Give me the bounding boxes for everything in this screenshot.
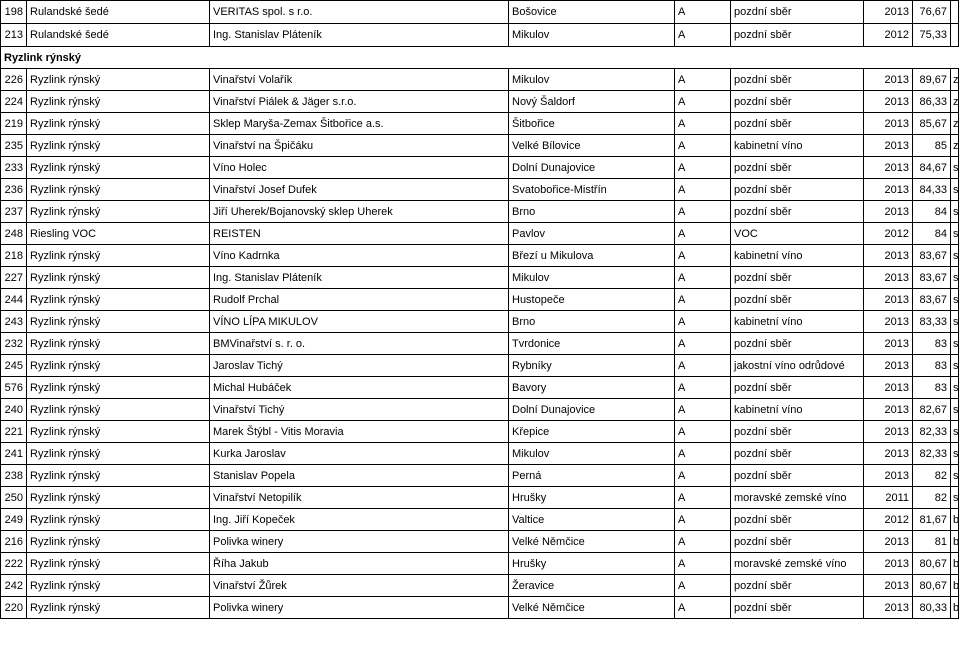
category-cell: A bbox=[675, 24, 731, 47]
score-cell: 83 bbox=[913, 377, 951, 399]
wine-variety-cell: Ryzlink rýnský bbox=[27, 487, 210, 509]
vintage-year-cell: 2013 bbox=[864, 465, 913, 487]
table-row bbox=[1, 311, 959, 333]
table-row bbox=[1, 135, 959, 157]
wine-variety-cell: Ryzlink rýnský bbox=[27, 355, 210, 377]
vintage-year-cell: 2013 bbox=[864, 157, 913, 179]
producer-name-cell: Víno Kadrnka bbox=[210, 245, 509, 267]
wine-attribute-cell: kabinetní víno bbox=[731, 135, 864, 157]
medal-flag-cell: s bbox=[951, 157, 959, 179]
score-cell: 83 bbox=[913, 355, 951, 377]
wine-variety-cell: Ryzlink rýnský bbox=[27, 289, 210, 311]
wine-variety-cell: Ryzlink rýnský bbox=[27, 245, 210, 267]
wine-variety-cell: Ryzlink rýnský bbox=[27, 421, 210, 443]
producer-location-cell: Tvrdonice bbox=[509, 333, 675, 355]
entry-number-cell: 222 bbox=[1, 553, 27, 575]
vintage-year-cell: 2013 bbox=[864, 289, 913, 311]
entry-number-cell: 576 bbox=[1, 377, 27, 399]
section-header-row bbox=[1, 47, 959, 69]
producer-location-cell: Bošovice bbox=[509, 1, 675, 24]
producer-name-cell: Stanislav Popela bbox=[210, 465, 509, 487]
vintage-year-cell: 2013 bbox=[864, 311, 913, 333]
wine-attribute-cell: pozdní sběr bbox=[731, 201, 864, 223]
producer-location-cell: Žeravice bbox=[509, 575, 675, 597]
wine-attribute-cell: pozdní sběr bbox=[731, 465, 864, 487]
category-cell: A bbox=[675, 69, 731, 91]
producer-location-cell: Svatobořice-Mistřín bbox=[509, 179, 675, 201]
wine-variety-cell: Ryzlink rýnský bbox=[27, 179, 210, 201]
category-cell: A bbox=[675, 201, 731, 223]
category-cell: A bbox=[675, 443, 731, 465]
table-row bbox=[1, 355, 959, 377]
wine-variety-cell: Ryzlink rýnský bbox=[27, 377, 210, 399]
wine-variety-cell: Ryzlink rýnský bbox=[27, 91, 210, 113]
entry-number-cell: 237 bbox=[1, 201, 27, 223]
category-cell: A bbox=[675, 113, 731, 135]
wine-variety-cell: Rulandské šedé bbox=[27, 1, 210, 24]
producer-name-cell: Říha Jakub bbox=[210, 553, 509, 575]
wine-attribute-cell: kabinetní víno bbox=[731, 399, 864, 421]
producer-location-cell: Březí u Mikulova bbox=[509, 245, 675, 267]
wine-variety-cell: Ryzlink rýnský bbox=[27, 311, 210, 333]
score-cell: 85 bbox=[913, 135, 951, 157]
producer-location-cell: Velké Němčice bbox=[509, 531, 675, 553]
table-row bbox=[1, 421, 959, 443]
score-cell: 82 bbox=[913, 487, 951, 509]
wine-attribute-cell: pozdní sběr bbox=[731, 69, 864, 91]
category-cell: A bbox=[675, 399, 731, 421]
medal-flag-cell: z bbox=[951, 91, 959, 113]
wine-attribute-cell: pozdní sběr bbox=[731, 24, 864, 47]
producer-location-cell: Velké Bílovice bbox=[509, 135, 675, 157]
wine-variety-cell: Ryzlink rýnský bbox=[27, 267, 210, 289]
medal-flag-cell: s bbox=[951, 289, 959, 311]
producer-name-cell: Marek Štýbl - Vitis Moravia bbox=[210, 421, 509, 443]
producer-name-cell: Michal Hubáček bbox=[210, 377, 509, 399]
producer-location-cell: Šitbořice bbox=[509, 113, 675, 135]
table-row bbox=[1, 179, 959, 201]
medal-flag-cell: s bbox=[951, 465, 959, 487]
wine-attribute-cell: VOC bbox=[731, 223, 864, 245]
vintage-year-cell: 2012 bbox=[864, 509, 913, 531]
vintage-year-cell: 2013 bbox=[864, 91, 913, 113]
entry-number-cell: 213 bbox=[1, 24, 27, 47]
category-cell: A bbox=[675, 531, 731, 553]
wine-attribute-cell: pozdní sběr bbox=[731, 421, 864, 443]
wine-variety-cell: Ryzlink rýnský bbox=[27, 575, 210, 597]
medal-flag-cell: z bbox=[951, 135, 959, 157]
entry-number-cell: 216 bbox=[1, 531, 27, 553]
category-cell: A bbox=[675, 91, 731, 113]
vintage-year-cell: 2013 bbox=[864, 399, 913, 421]
vintage-year-cell: 2013 bbox=[864, 201, 913, 223]
producer-name-cell: Polivka winery bbox=[210, 597, 509, 619]
entry-number-cell: 224 bbox=[1, 91, 27, 113]
medal-flag-cell: s bbox=[951, 179, 959, 201]
score-cell: 84,33 bbox=[913, 179, 951, 201]
score-cell: 82,67 bbox=[913, 399, 951, 421]
wine-attribute-cell: pozdní sběr bbox=[731, 333, 864, 355]
entry-number-cell: 240 bbox=[1, 399, 27, 421]
producer-location-cell: Dolní Dunajovice bbox=[509, 157, 675, 179]
wine-variety-cell: Ryzlink rýnský bbox=[27, 399, 210, 421]
medal-flag-cell: b bbox=[951, 597, 959, 619]
wine-variety-cell: Ryzlink rýnský bbox=[27, 553, 210, 575]
table-row bbox=[1, 487, 959, 509]
wine-variety-cell: Riesling VOC bbox=[27, 223, 210, 245]
wine-attribute-cell: pozdní sběr bbox=[731, 1, 864, 24]
vintage-year-cell: 2013 bbox=[864, 333, 913, 355]
score-cell: 83,67 bbox=[913, 267, 951, 289]
producer-name-cell: Vinařství na Špičáku bbox=[210, 135, 509, 157]
vintage-year-cell: 2013 bbox=[864, 421, 913, 443]
entry-number-cell: 198 bbox=[1, 1, 27, 24]
medal-flag-cell: s bbox=[951, 443, 959, 465]
table-row bbox=[1, 69, 959, 91]
producer-name-cell: REISTEN bbox=[210, 223, 509, 245]
score-cell: 89,67 bbox=[913, 69, 951, 91]
wine-variety-cell: Ryzlink rýnský bbox=[27, 333, 210, 355]
entry-number-cell: 227 bbox=[1, 267, 27, 289]
vintage-year-cell: 2013 bbox=[864, 1, 913, 24]
producer-location-cell: Křepice bbox=[509, 421, 675, 443]
producer-name-cell: VÍNO LÍPA MIKULOV bbox=[210, 311, 509, 333]
table-row bbox=[1, 443, 959, 465]
wine-variety-cell: Ryzlink rýnský bbox=[27, 465, 210, 487]
entry-number-cell: 249 bbox=[1, 509, 27, 531]
wine-variety-cell: Ryzlink rýnský bbox=[27, 597, 210, 619]
wine-attribute-cell: pozdní sběr bbox=[731, 509, 864, 531]
vintage-year-cell: 2013 bbox=[864, 531, 913, 553]
table-row bbox=[1, 157, 959, 179]
producer-location-cell: Brno bbox=[509, 201, 675, 223]
entry-number-cell: 244 bbox=[1, 289, 27, 311]
wine-attribute-cell: pozdní sběr bbox=[731, 267, 864, 289]
wine-attribute-cell: moravské zemské víno bbox=[731, 553, 864, 575]
producer-name-cell: Ing. Jiří Kopeček bbox=[210, 509, 509, 531]
producer-name-cell: Vinařství Tichý bbox=[210, 399, 509, 421]
score-cell: 83,67 bbox=[913, 245, 951, 267]
producer-location-cell: Hrušky bbox=[509, 553, 675, 575]
score-cell: 80,33 bbox=[913, 597, 951, 619]
medal-flag-cell: z bbox=[951, 69, 959, 91]
score-cell: 84,67 bbox=[913, 157, 951, 179]
score-cell: 82 bbox=[913, 465, 951, 487]
medal-flag-cell: s bbox=[951, 355, 959, 377]
medal-flag-cell: b bbox=[951, 553, 959, 575]
vintage-year-cell: 2013 bbox=[864, 179, 913, 201]
medal-flag-cell: s bbox=[951, 267, 959, 289]
category-cell: A bbox=[675, 333, 731, 355]
producer-location-cell: Valtice bbox=[509, 509, 675, 531]
entry-number-cell: 232 bbox=[1, 333, 27, 355]
vintage-year-cell: 2013 bbox=[864, 267, 913, 289]
category-cell: A bbox=[675, 465, 731, 487]
vintage-year-cell: 2013 bbox=[864, 553, 913, 575]
medal-flag-cell: s bbox=[951, 421, 959, 443]
producer-location-cell: Mikulov bbox=[509, 69, 675, 91]
producer-location-cell: Mikulov bbox=[509, 24, 675, 47]
score-cell: 81 bbox=[913, 531, 951, 553]
table-row bbox=[1, 24, 959, 47]
producer-name-cell: Vinařství Volařík bbox=[210, 69, 509, 91]
entry-number-cell: 226 bbox=[1, 69, 27, 91]
producer-name-cell: Vinařství Netopilík bbox=[210, 487, 509, 509]
producer-name-cell: Sklep Maryša-Zemax Šitbořice a.s. bbox=[210, 113, 509, 135]
table-row bbox=[1, 289, 959, 311]
score-cell: 75,33 bbox=[913, 24, 951, 47]
wine-attribute-cell: pozdní sběr bbox=[731, 597, 864, 619]
medal-flag-cell bbox=[951, 24, 959, 47]
category-cell: A bbox=[675, 135, 731, 157]
score-cell: 81,67 bbox=[913, 509, 951, 531]
producer-location-cell: Bavory bbox=[509, 377, 675, 399]
vintage-year-cell: 2013 bbox=[864, 355, 913, 377]
medal-flag-cell: s bbox=[951, 201, 959, 223]
wine-attribute-cell: pozdní sběr bbox=[731, 443, 864, 465]
category-cell: A bbox=[675, 421, 731, 443]
medal-flag-cell: s bbox=[951, 399, 959, 421]
wine-attribute-cell: moravské zemské víno bbox=[731, 487, 864, 509]
producer-name-cell: Vinařství Žůrek bbox=[210, 575, 509, 597]
score-cell: 83,67 bbox=[913, 289, 951, 311]
category-cell: A bbox=[675, 179, 731, 201]
producer-name-cell: BMVinařství s. r. o. bbox=[210, 333, 509, 355]
score-cell: 82,33 bbox=[913, 421, 951, 443]
producer-name-cell: Vinařství Piálek & Jäger s.r.o. bbox=[210, 91, 509, 113]
medal-flag-cell: s bbox=[951, 245, 959, 267]
vintage-year-cell: 2013 bbox=[864, 69, 913, 91]
category-cell: A bbox=[675, 553, 731, 575]
vintage-year-cell: 2013 bbox=[864, 377, 913, 399]
score-cell: 80,67 bbox=[913, 553, 951, 575]
table-row bbox=[1, 597, 959, 619]
medal-flag-cell: z bbox=[951, 113, 959, 135]
medal-flag-cell: s bbox=[951, 487, 959, 509]
table-row bbox=[1, 201, 959, 223]
table-body bbox=[1, 1, 959, 619]
producer-location-cell: Nový Šaldorf bbox=[509, 91, 675, 113]
category-cell: A bbox=[675, 157, 731, 179]
producer-location-cell: Dolní Dunajovice bbox=[509, 399, 675, 421]
producer-name-cell: Polivka winery bbox=[210, 531, 509, 553]
vintage-year-cell: 2013 bbox=[864, 135, 913, 157]
score-cell: 84 bbox=[913, 201, 951, 223]
entry-number-cell: 220 bbox=[1, 597, 27, 619]
wine-variety-cell: Ryzlink rýnský bbox=[27, 201, 210, 223]
wine-variety-cell: Rulandské šedé bbox=[27, 24, 210, 47]
producer-location-cell: Perná bbox=[509, 465, 675, 487]
score-cell: 83 bbox=[913, 333, 951, 355]
entry-number-cell: 221 bbox=[1, 421, 27, 443]
entry-number-cell: 242 bbox=[1, 575, 27, 597]
wine-variety-cell: Ryzlink rýnský bbox=[27, 113, 210, 135]
producer-name-cell: Jaroslav Tichý bbox=[210, 355, 509, 377]
vintage-year-cell: 2013 bbox=[864, 597, 913, 619]
category-cell: A bbox=[675, 1, 731, 24]
producer-name-cell: Ing. Stanislav Pláteník bbox=[210, 24, 509, 47]
producer-location-cell: Rybníky bbox=[509, 355, 675, 377]
table-row bbox=[1, 465, 959, 487]
entry-number-cell: 235 bbox=[1, 135, 27, 157]
wine-variety-cell: Ryzlink rýnský bbox=[27, 69, 210, 91]
score-cell: 82,33 bbox=[913, 443, 951, 465]
wine-variety-cell: Ryzlink rýnský bbox=[27, 509, 210, 531]
vintage-year-cell: 2012 bbox=[864, 24, 913, 47]
table-row bbox=[1, 531, 959, 553]
score-cell: 84 bbox=[913, 223, 951, 245]
wine-attribute-cell: pozdní sběr bbox=[731, 377, 864, 399]
producer-location-cell: Pavlov bbox=[509, 223, 675, 245]
medal-flag-cell: b bbox=[951, 575, 959, 597]
producer-name-cell: VERITAS spol. s r.o. bbox=[210, 1, 509, 24]
producer-name-cell: Víno Holec bbox=[210, 157, 509, 179]
producer-location-cell: Mikulov bbox=[509, 443, 675, 465]
entry-number-cell: 245 bbox=[1, 355, 27, 377]
table-row bbox=[1, 333, 959, 355]
category-cell: A bbox=[675, 355, 731, 377]
vintage-year-cell: 2012 bbox=[864, 223, 913, 245]
table-row bbox=[1, 113, 959, 135]
table-row bbox=[1, 553, 959, 575]
category-cell: A bbox=[675, 311, 731, 333]
category-cell: A bbox=[675, 267, 731, 289]
producer-location-cell: Velké Němčice bbox=[509, 597, 675, 619]
table-row bbox=[1, 509, 959, 531]
category-cell: A bbox=[675, 487, 731, 509]
wine-attribute-cell: pozdní sběr bbox=[731, 289, 864, 311]
category-cell: A bbox=[675, 245, 731, 267]
table-row bbox=[1, 377, 959, 399]
medal-flag-cell: b bbox=[951, 531, 959, 553]
score-cell: 80,67 bbox=[913, 575, 951, 597]
wine-variety-cell: Ryzlink rýnský bbox=[27, 443, 210, 465]
medal-flag-cell: s bbox=[951, 377, 959, 399]
score-cell: 83,33 bbox=[913, 311, 951, 333]
producer-name-cell: Ing. Stanislav Pláteník bbox=[210, 267, 509, 289]
wine-attribute-cell: pozdní sběr bbox=[731, 531, 864, 553]
vintage-year-cell: 2013 bbox=[864, 575, 913, 597]
score-cell: 86,33 bbox=[913, 91, 951, 113]
table-row bbox=[1, 575, 959, 597]
entry-number-cell: 233 bbox=[1, 157, 27, 179]
entry-number-cell: 243 bbox=[1, 311, 27, 333]
entry-number-cell: 248 bbox=[1, 223, 27, 245]
wine-attribute-cell: pozdní sběr bbox=[731, 91, 864, 113]
table-row bbox=[1, 91, 959, 113]
vintage-year-cell: 2013 bbox=[864, 113, 913, 135]
producer-name-cell: Kurka Jaroslav bbox=[210, 443, 509, 465]
producer-location-cell: Hustopeče bbox=[509, 289, 675, 311]
entry-number-cell: 236 bbox=[1, 179, 27, 201]
score-cell: 76,67 bbox=[913, 1, 951, 24]
wine-attribute-cell: pozdní sběr bbox=[731, 157, 864, 179]
category-cell: A bbox=[675, 597, 731, 619]
section-title: Ryzlink rýnský bbox=[1, 47, 959, 69]
category-cell: A bbox=[675, 509, 731, 531]
table-row bbox=[1, 245, 959, 267]
table-row bbox=[1, 223, 959, 245]
wine-attribute-cell: kabinetní víno bbox=[731, 311, 864, 333]
wine-attribute-cell: jakostní víno odrůdové bbox=[731, 355, 864, 377]
entry-number-cell: 218 bbox=[1, 245, 27, 267]
entry-number-cell: 241 bbox=[1, 443, 27, 465]
medal-flag-cell: s bbox=[951, 333, 959, 355]
entry-number-cell: 219 bbox=[1, 113, 27, 135]
category-cell: A bbox=[675, 223, 731, 245]
producer-location-cell: Hrušky bbox=[509, 487, 675, 509]
score-cell: 85,67 bbox=[913, 113, 951, 135]
category-cell: A bbox=[675, 575, 731, 597]
wine-variety-cell: Ryzlink rýnský bbox=[27, 157, 210, 179]
vintage-year-cell: 2013 bbox=[864, 245, 913, 267]
category-cell: A bbox=[675, 377, 731, 399]
table-row bbox=[1, 267, 959, 289]
producer-name-cell: Vinařství Josef Dufek bbox=[210, 179, 509, 201]
table-row bbox=[1, 1, 959, 24]
wine-variety-cell: Ryzlink rýnský bbox=[27, 531, 210, 553]
medal-flag-cell: s bbox=[951, 223, 959, 245]
wine-variety-cell: Ryzlink rýnský bbox=[27, 135, 210, 157]
medal-flag-cell bbox=[951, 1, 959, 24]
producer-name-cell: Rudolf Prchal bbox=[210, 289, 509, 311]
medal-flag-cell: b bbox=[951, 509, 959, 531]
producer-location-cell: Mikulov bbox=[509, 267, 675, 289]
wine-attribute-cell: pozdní sběr bbox=[731, 179, 864, 201]
entry-number-cell: 250 bbox=[1, 487, 27, 509]
vintage-year-cell: 2013 bbox=[864, 443, 913, 465]
vintage-year-cell: 2011 bbox=[864, 487, 913, 509]
entry-number-cell: 238 bbox=[1, 465, 27, 487]
wine-attribute-cell: kabinetní víno bbox=[731, 245, 864, 267]
wine-attribute-cell: pozdní sběr bbox=[731, 113, 864, 135]
medal-flag-cell: s bbox=[951, 311, 959, 333]
producer-name-cell: Jiří Uherek/Bojanovský sklep Uherek bbox=[210, 201, 509, 223]
producer-location-cell: Brno bbox=[509, 311, 675, 333]
wine-attribute-cell: pozdní sběr bbox=[731, 575, 864, 597]
category-cell: A bbox=[675, 289, 731, 311]
table-row bbox=[1, 399, 959, 421]
